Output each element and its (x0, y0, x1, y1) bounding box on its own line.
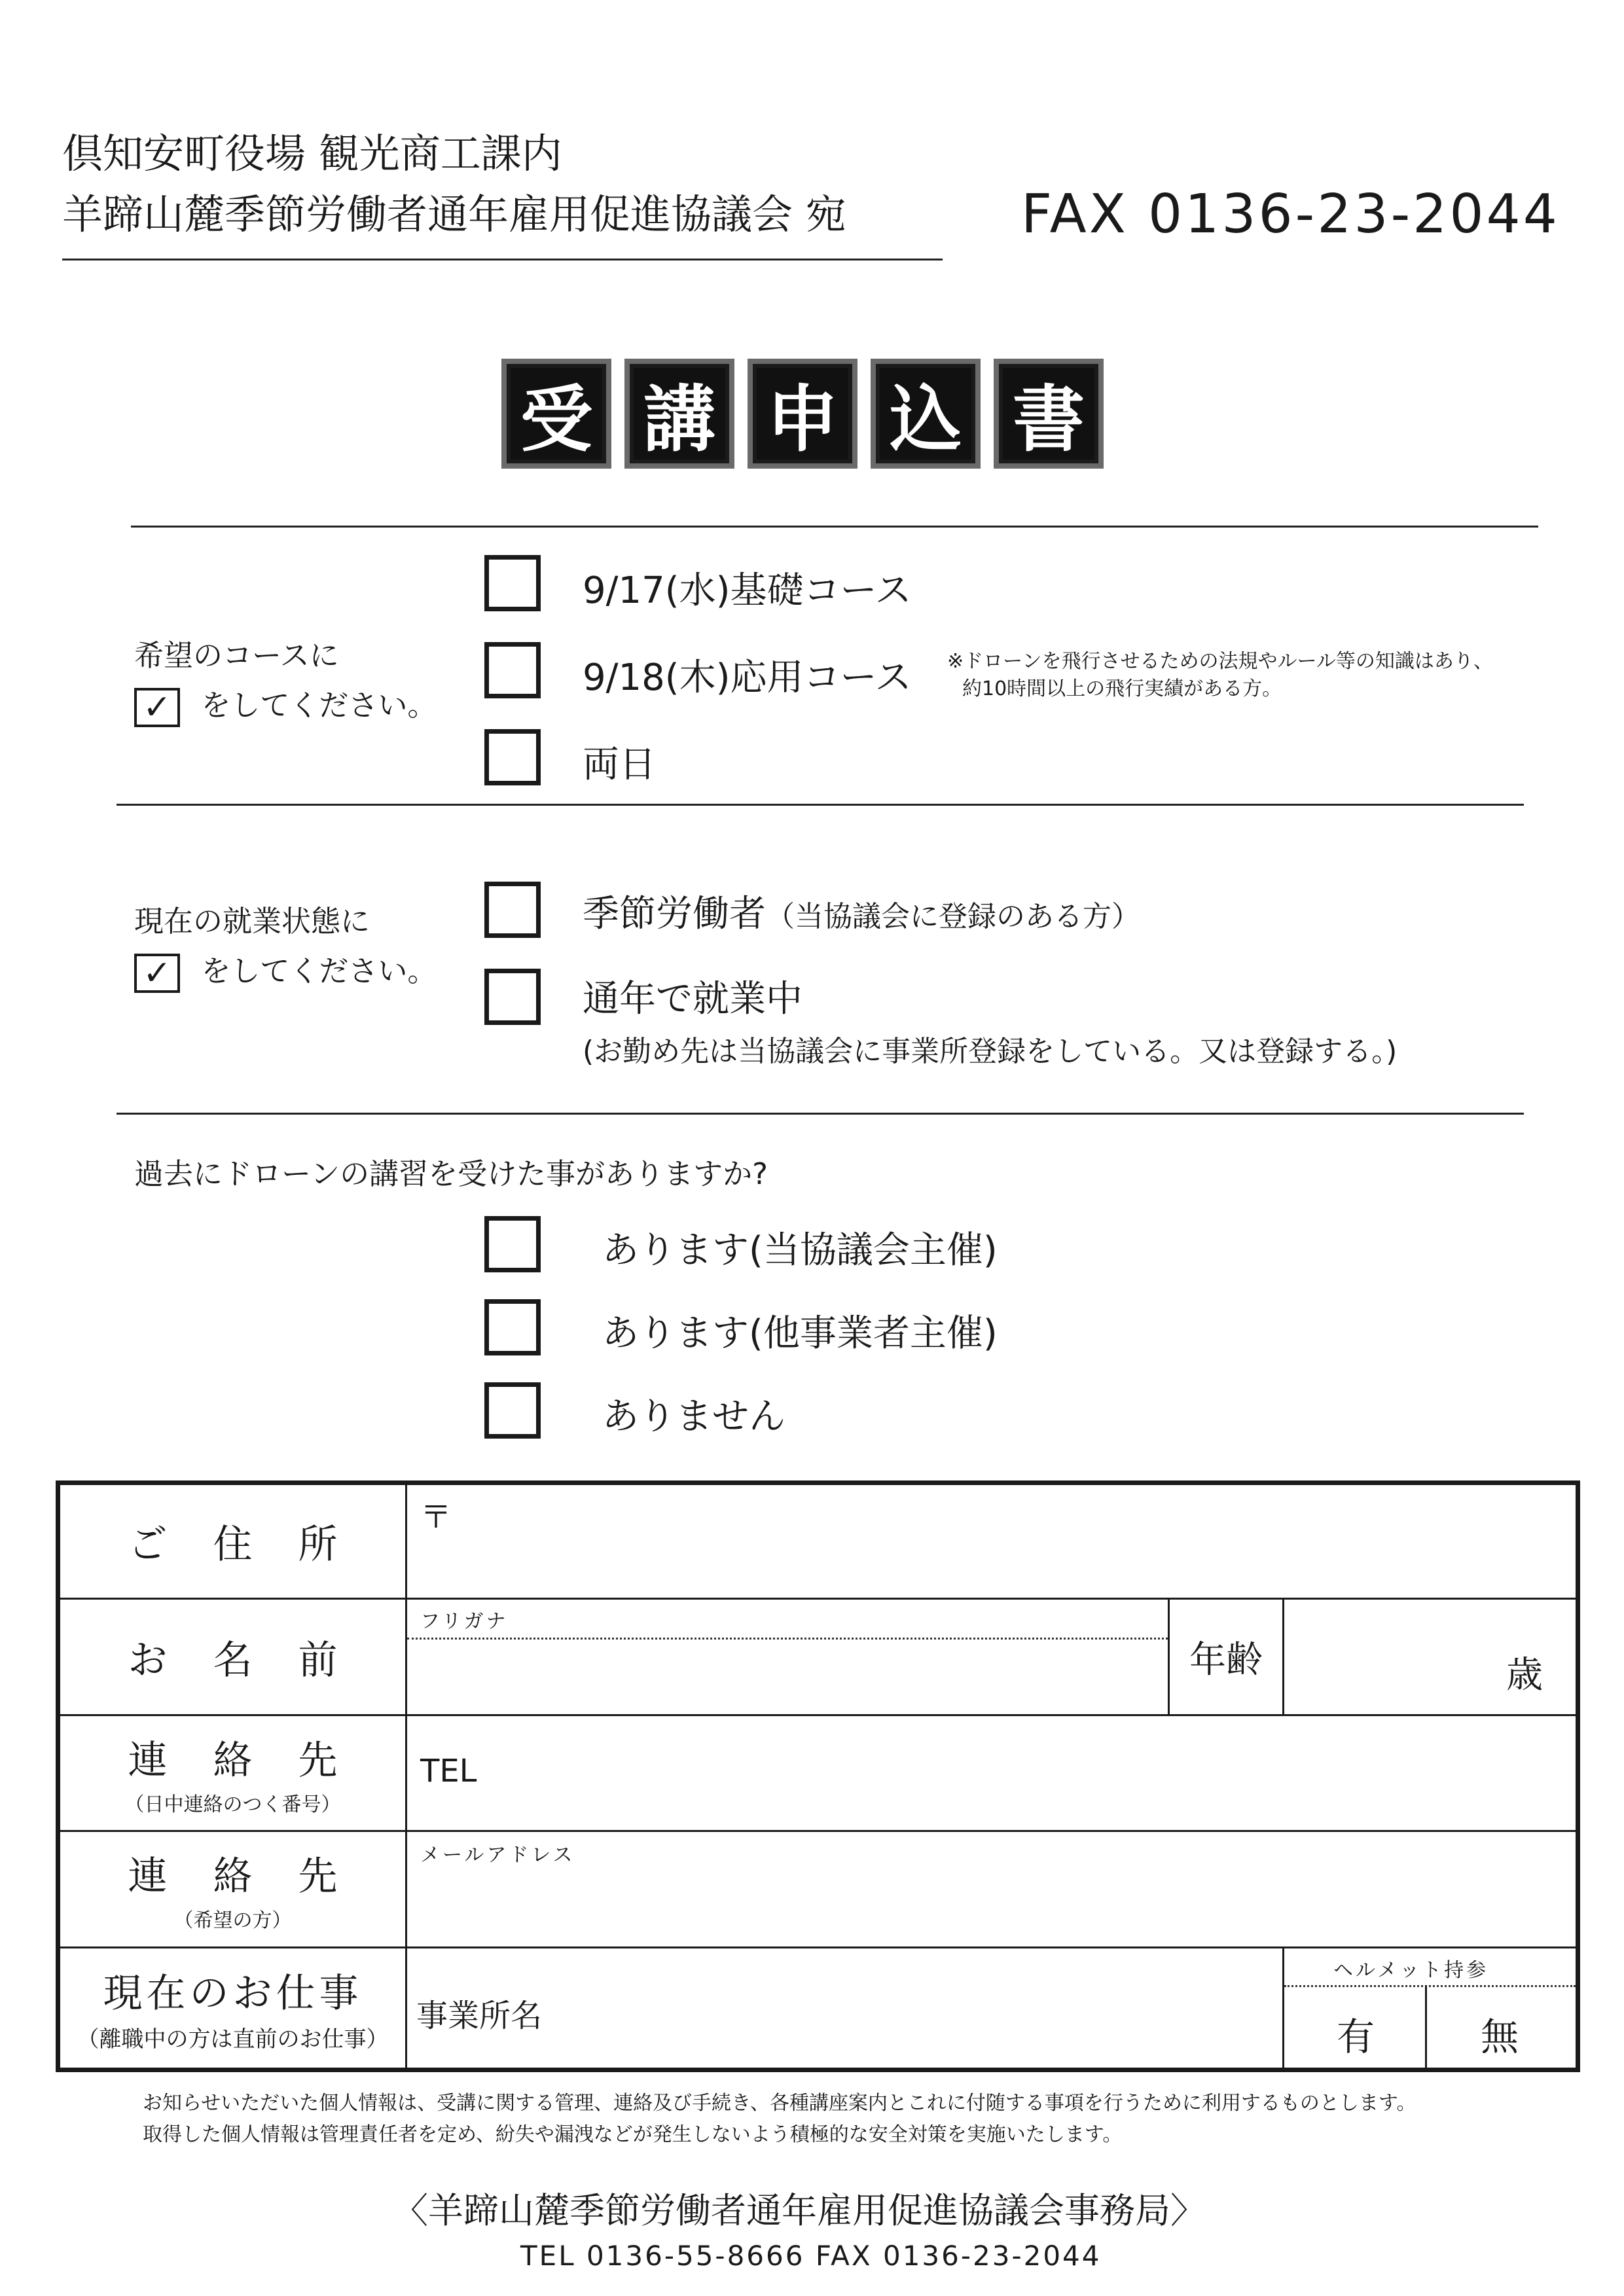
job-label-cell: 現在のお仕事 （離職中の方は直前のお仕事） (58, 1947, 406, 2070)
year-round-note: (お勤め先は当協議会に事業所登録をしている。又は登録する。) (583, 1035, 1398, 1068)
drone-none-checkbox[interactable] (484, 1382, 541, 1439)
title-char: 書 (994, 359, 1104, 469)
age-label-cell: 年齢 (1169, 1599, 1284, 1715)
helmet-yes-option[interactable]: 有 (1337, 2014, 1375, 2059)
course-advanced-label: 9/18(木)応用コース (583, 656, 912, 699)
helmet-cell: ヘルメット持参 有 無 (1284, 1947, 1578, 2070)
footer-organization: 〈羊蹄山麓季節労働者通年雇用促進協議会事務局〉 (393, 2190, 1206, 2231)
title-char: 講 (624, 359, 734, 469)
address-label-cell: ご住所 (58, 1483, 406, 1599)
course-note-line2: 約10時間以上の飛行実績がある方。 (962, 677, 1282, 700)
name-label-cell: お名前 (58, 1599, 406, 1715)
course-label-line2: ✓ をしてください。 (134, 682, 437, 729)
course-label-line1: 希望のコースに (134, 638, 339, 673)
form-title (501, 359, 1104, 469)
contact-label-cell: 連絡先 （日中連絡のつく番号） (58, 1715, 406, 1831)
footer-contact: TEL 0136-55-8666 FAX 0136-23-2044 (520, 2240, 1102, 2272)
helmet-no-option[interactable]: 無 (1481, 2014, 1519, 2059)
course-note-line1: ※ドローンを飛行させるための法規やルール等の知識はあり、 (947, 650, 1493, 673)
title-char: 受 (501, 359, 611, 469)
name-field[interactable]: フリガナ (406, 1599, 1169, 1715)
drone-none-label: ありません (602, 1395, 785, 1438)
year-round-checkbox[interactable] (484, 969, 541, 1025)
year-round-label: 通年で就業中 (583, 978, 803, 1020)
helmet-divider (1284, 1985, 1576, 1987)
divider (117, 1113, 1524, 1115)
fax-number: FAX 0136-23-2044 (1021, 183, 1560, 245)
applicant-info-table (56, 1480, 1580, 2072)
drone-other-label: あります(他事業者主催) (602, 1312, 998, 1355)
employment-label-line1: 現在の就業状態に (134, 904, 370, 939)
address-field[interactable]: 〒 (406, 1483, 1578, 1599)
check-sample-icon: ✓ (134, 688, 180, 727)
office-field[interactable]: 事業所名 (406, 1947, 1284, 2070)
course-basic-label: 9/17(水)基礎コース (583, 569, 912, 612)
furigana-divider (407, 1638, 1168, 1640)
drone-own-checkbox[interactable] (484, 1216, 541, 1272)
divider (131, 526, 1538, 528)
seasonal-worker-checkbox[interactable] (484, 882, 541, 938)
recipient-line1: 倶知安町役場 観光商工課内 (62, 130, 562, 177)
drone-own-label: あります(当協議会主催) (602, 1229, 998, 1272)
title-char: 込 (871, 359, 981, 469)
age-field[interactable]: 歳 (1284, 1599, 1578, 1715)
drone-question: 過去にドローンの講習を受けた事がありますか? (134, 1157, 768, 1191)
divider (117, 804, 1524, 806)
drone-other-checkbox[interactable] (484, 1299, 541, 1355)
seasonal-worker-label: 季節労働者（当協議会に登録のある方） (583, 893, 1140, 935)
tel-field[interactable]: TEL (406, 1715, 1578, 1831)
employment-label-line2: ✓ をしてください。 (134, 948, 437, 995)
recipient-line2: 羊蹄山麓季節労働者通年雇用促進協議会 宛 (62, 190, 846, 238)
title-char: 申 (748, 359, 857, 469)
course-both-label: 両日 (583, 744, 656, 786)
course-advanced-checkbox[interactable] (484, 642, 541, 698)
privacy-notice: お知らせいただいた個人情報は、受講に関する管理、連絡及び手続き、各種講座案内とこれに付随する事項を行うために利用するものとします。 取得した個人情報は管理責任者を定め、紛失や漏洩などが発生しないよう積極的な安全対策を実施いたします。 (143, 2092, 1416, 2146)
contact2-label-cell: 連絡先 （希望の方） (58, 1831, 406, 1947)
helmet-separator (1425, 1985, 1427, 2068)
header-underline (62, 259, 943, 260)
check-sample-icon: ✓ (134, 954, 180, 993)
course-both-checkbox[interactable] (484, 729, 541, 785)
course-basic-checkbox[interactable] (484, 555, 541, 611)
email-field[interactable]: メールアドレス (406, 1831, 1578, 1947)
